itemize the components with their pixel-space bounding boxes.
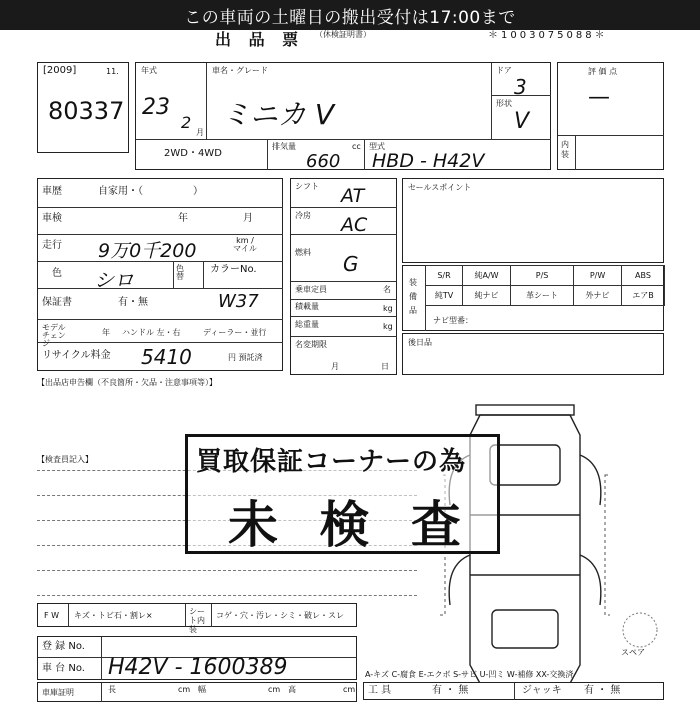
inspector-label: 【検査員記入】 [37,455,93,464]
fw-text: キズ・トビ石・割レ× [74,611,153,620]
capacity-label: 乗車定員 [295,285,327,294]
tools-value: 有 ・ 無 [432,685,469,696]
equip-navi: 純ナビ [463,286,511,306]
car-front-bumper [476,405,574,415]
lot-year-tag: [2009] [43,65,77,76]
jack-label: ジャッキ [522,685,562,696]
interior-label: 内装 [561,140,569,159]
ac-label: 冷房 [295,211,311,220]
equip-abs: ABS [621,266,664,286]
garage-cert-row [37,682,357,702]
type-value: HBD - H42V [372,150,485,172]
cert-cm-2: cm [268,685,281,694]
damage-legend: A-キズ C-腐食 E-エクボ S-サビ U-凹ミ W-補修 XX-交換済 [365,670,574,679]
warranty-label: 保証書 [42,297,72,308]
jack-value: 有 ・ 無 [584,685,621,696]
grade-box [557,62,664,170]
cert-cm-3: cm [343,685,356,694]
load-unit: kg [383,304,393,313]
car-windshield [490,445,560,485]
seat-interior-label: シート内装 [189,607,205,634]
shape-value: V [514,109,530,134]
fuel-value: G [343,252,359,276]
stamp-line1: 買取保証コーナーの為 [196,447,467,477]
shape-label: 形状 [496,99,512,108]
cert-length: 長 [108,685,116,694]
model-change-label: モデルチェンジ [42,323,66,348]
doors-label: ドア [496,66,512,75]
car-right-door-front [580,455,601,505]
handle-label: ハンドル 左・右 [122,328,181,337]
color-no-value: W37 [218,291,259,312]
cc-unit: cc [352,142,361,151]
chassis-value: H42V - 1600389 [108,655,288,680]
chassis-label: 車 台 No. [42,663,85,674]
fw-label: F W [44,611,60,620]
mechanics-block [290,178,397,375]
model-change-year: 年 [102,328,110,337]
doors-value: 3 [514,75,527,99]
equip-ps: P/S [511,266,574,286]
load-label: 積載量 [295,302,319,311]
garage-cert-label: 車庫証明 [42,688,74,697]
lot-sub-tag: 11. [106,67,119,76]
lot-box [37,62,129,153]
color-change-label: 色替 [176,264,184,281]
car-history-label: 車歴 [42,186,62,197]
drive-options: 2WD・4WD [164,148,222,159]
color-label: 色 [52,268,62,279]
displacement-value: 660 [306,151,341,172]
name-change-label: 名変期限 [295,340,327,349]
mileage-units: km / マイル [233,236,257,253]
shift-value: AT [341,185,365,207]
equip-sr: S/R [426,266,463,286]
car-left-door-rear [449,555,470,605]
dealer-label: ディーラー・並行 [203,328,267,337]
tools-row [363,682,664,700]
later-items-label: 後日品 [408,338,432,347]
sheet-title-note: （休検証明書） [315,30,371,39]
displacement-label: 排気量 [272,142,296,151]
spare-tire-icon [620,610,660,650]
shift-label: シフト [295,182,319,191]
sheet-title: 出 品 票 [215,30,305,49]
car-name-label: 車名・グレード [212,66,268,75]
grade-value: — [588,85,610,110]
spare-label: スペア [621,648,645,657]
weight-unit: kg [383,322,393,331]
recycle-unit: 円 預託済 [228,353,263,362]
grade-label: 評 価 点 [588,67,618,76]
notice-banner: この車両の土曜日の搬出受付は17:00まで [0,0,700,30]
history-block [37,178,283,371]
cert-height: 高 [288,685,296,694]
vehicle-info-block [135,62,551,170]
navi-model-label: ナビ型番： [433,316,473,325]
recycle-value: 5410 [141,345,192,369]
cert-width: 幅 [198,685,206,694]
car-right-door-rear [580,555,601,605]
equipment-box [402,265,664,331]
tools-label: 工 具 [368,685,392,696]
sales-point-label: セールスポイント [408,183,472,192]
color-no-label: カラーNo. [210,264,257,275]
car-name-value: ミニカ V [222,98,335,131]
equip-ext-navi: 外ナビ [574,286,622,306]
sales-point-box [402,178,664,263]
model-month-value: 2 [181,113,192,132]
inspection-year: 年 [178,213,188,224]
mileage-value: 9万0千200 [98,240,197,262]
later-items-box [402,333,664,375]
equip-tv: 純TV [426,286,463,306]
car-history-value: 自家用・（ ） [98,186,203,197]
inspection-label: 車検 [42,213,62,224]
stamp-line2: 未 検 査 [228,496,473,554]
mileage-label: 走行 [42,240,62,251]
equip-aw: 純A/W [463,266,511,286]
recycle-label: リサイクル料金 [42,350,111,361]
equipment-label: 装備品 [409,278,417,315]
inspection-month: 月 [243,213,253,224]
seat-defects-text: コゲ・穴・汚レ・シミ・破レ・スレ [216,611,344,620]
capacity-unit: 名 [383,285,391,294]
fw-row [37,603,357,634]
ac-value: AC [341,214,368,236]
car-rear-window [492,610,558,648]
equip-leather: 革シート [511,286,574,306]
equip-airbag: エアB [621,286,664,306]
model-year-value: 23 [142,95,170,120]
equipment-table [425,265,665,306]
name-change-day: 日 [381,362,389,371]
type-label: 型式 [369,142,385,151]
weight-label: 総重量 [295,320,319,329]
name-change-month: 月 [331,362,339,371]
cert-cm-1: cm [178,685,191,694]
defects-label: 【出品店申告欄（不良箇所・欠品・注意事項等）】 [37,378,217,387]
model-year-label: 年式 [141,66,157,75]
registration-label: 登 録 No. [42,641,85,652]
warranty-value: 有・無 [118,297,148,308]
equip-pw: P/W [574,266,622,286]
model-month-unit: 月 [196,128,204,137]
lot-number: 80337 [48,97,125,125]
color-value: シロ [94,268,134,292]
serial-number: ＊1003075088＊ [488,30,608,41]
registration-block [37,636,357,680]
fuel-label: 燃料 [295,248,311,257]
unverified-stamp [185,434,500,554]
